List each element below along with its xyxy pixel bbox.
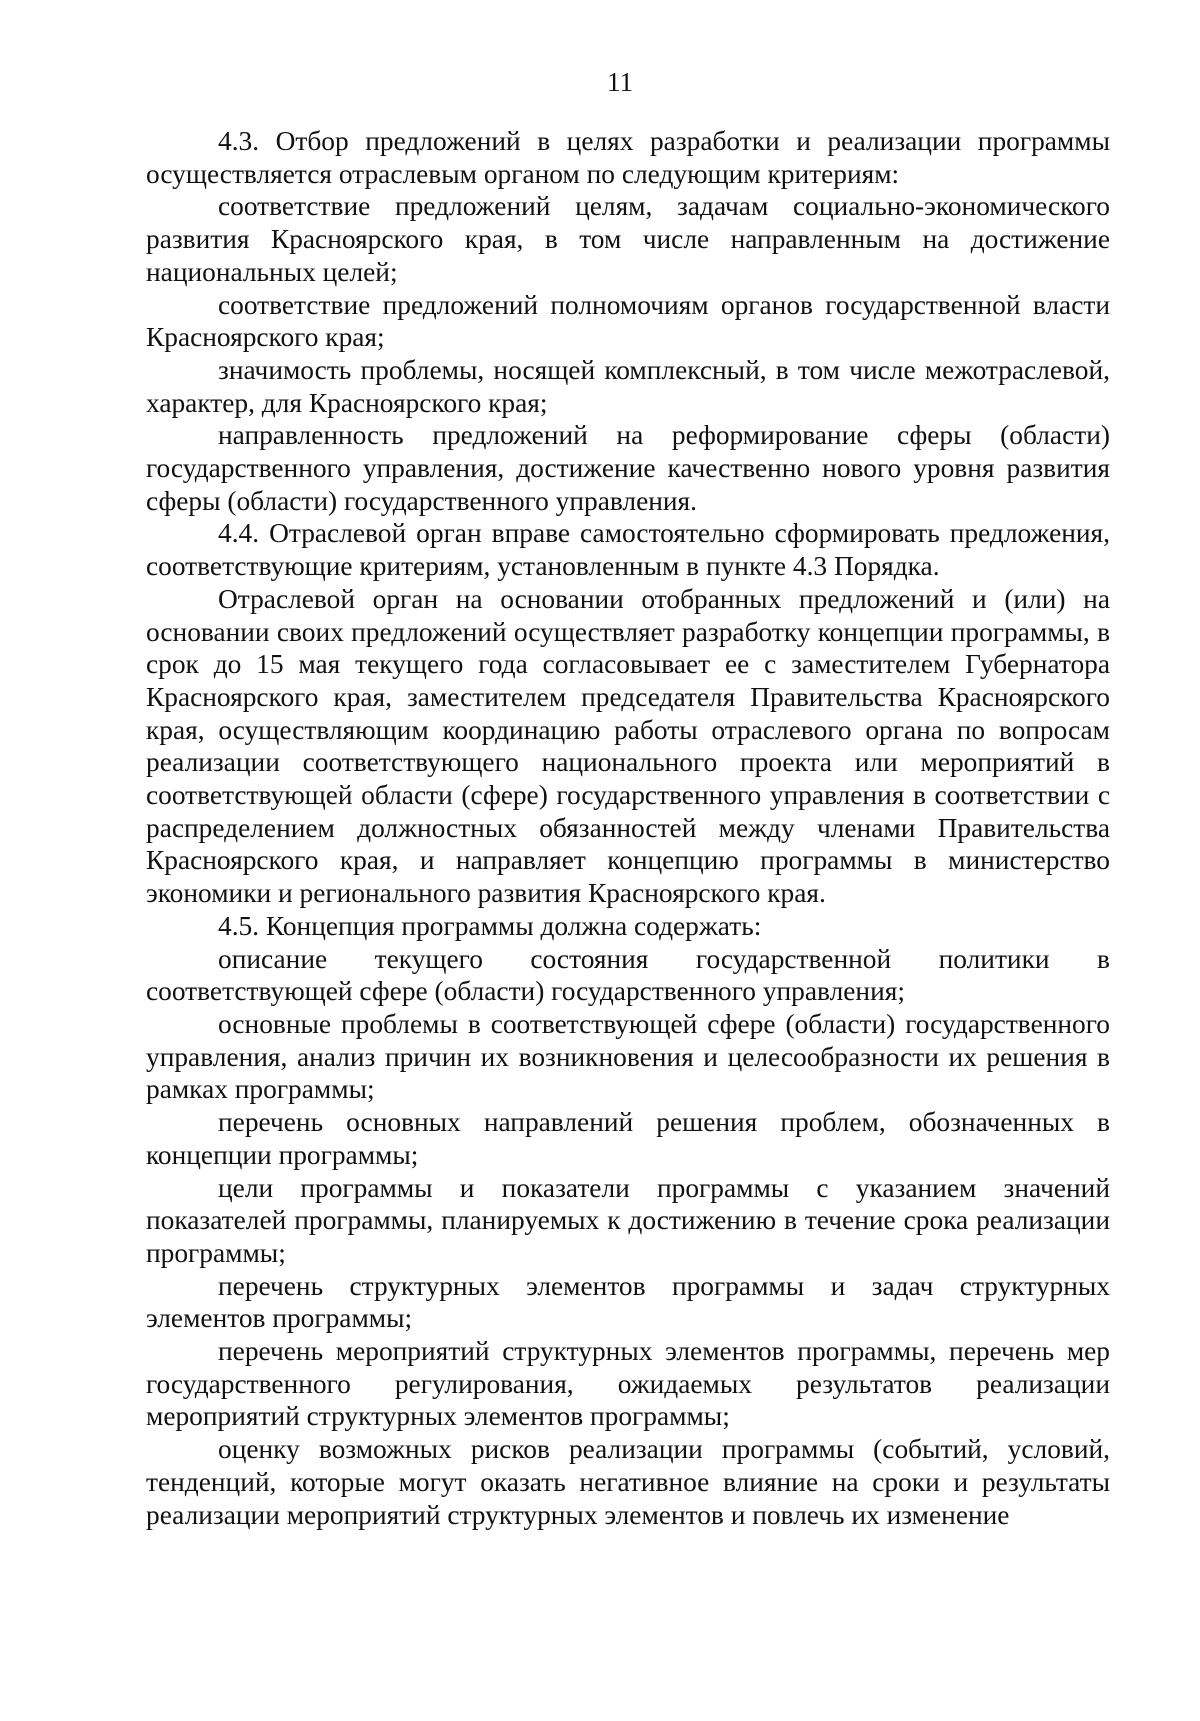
concept-item-measures: перечень мероприятий структурных элементов программы, перечень мер государственного регулирования, ожидаемых результатов реализации мероприятий структурных элементов программы;	[146, 1336, 1110, 1432]
paragraph-4-4: 4.4. Отраслевой орган вправе самостоятельно сформировать предложения, соответствующие критериям, установленным в пункте 4.3 Порядка.	[146, 518, 1110, 582]
criterion-powers: соответствие предложений полномочиям органов государственной власти Красноярского края;	[146, 289, 1110, 353]
concept-item-structural-elements: перечень структурных элементов программы и задач структурных элементов программы;	[146, 1270, 1110, 1334]
paragraph-4-3-intro: 4.3. Отбор предложений в целях разработки и реализации программы осуществляется отраслевым органом по следующим критериям:	[146, 126, 1110, 189]
criterion-significance: значимость проблемы, носящей комплексный, в том числе межотраслевой, характер, для Красноярского края;	[146, 354, 1110, 418]
document-body	[146, 125, 1110, 1531]
paragraph-concept-development: Отраслевой орган на основании отобранных предложений и (или) на основании своих предложений осуществляет разработку концепции программы, в срок до 15 мая текущего года согласовывает ее с заместителем Губернатора Красноярского края, заместителем председателя Правительства Красноярского края, осуществляющим координацию работы отраслевого органа по вопросам реализации соответствующего национального проекта или мероприятий в соответствующей области (сфере) государственного управления в соответствии с распределением должностных обязанностей между членами Правительства Красноярского края, и направляет концепцию программы в министерство экономики и регионального развития Красноярского края.	[146, 583, 1110, 909]
paragraph-4-5-intro: 4.5. Концепция программы должна содержать:	[218, 910, 762, 941]
page-number: 11	[607, 67, 633, 97]
concept-item-goals-indicators: цели программы и показатели программы с указанием значений показателей программы, планируемых к достижению в течение срока реализации программы;	[146, 1172, 1110, 1268]
concept-item-current-state: описание текущего состояния государственной политики в соответствующей сфере (области) государственного управления;	[146, 943, 1110, 1007]
concept-item-risks: оценку возможных рисков реализации программы (событий, условий, тенденций, которые могут оказать негативное влияние на сроки и результаты реализации мероприятий структурных элементов и повлечь их изменение	[146, 1434, 1110, 1530]
concept-item-directions: перечень основных направлений решения проблем, обозначенных в концепции программы;	[146, 1107, 1110, 1170]
criterion-goals: соответствие предложений целям, задачам социально-экономического развития Красноярского края, в том числе направленным на достижение национальных целей;	[146, 191, 1110, 287]
criterion-reform: направленность предложений на реформирование сферы (области) государственного управления, достижение качественно нового уровня развития сферы (области) государственного управления.	[146, 420, 1110, 516]
concept-item-problems: основные проблемы в соответствующей сфере (области) государственного управления, анализ причин их возникновения и целесообразности их решения в рамках программы;	[146, 1008, 1110, 1105]
